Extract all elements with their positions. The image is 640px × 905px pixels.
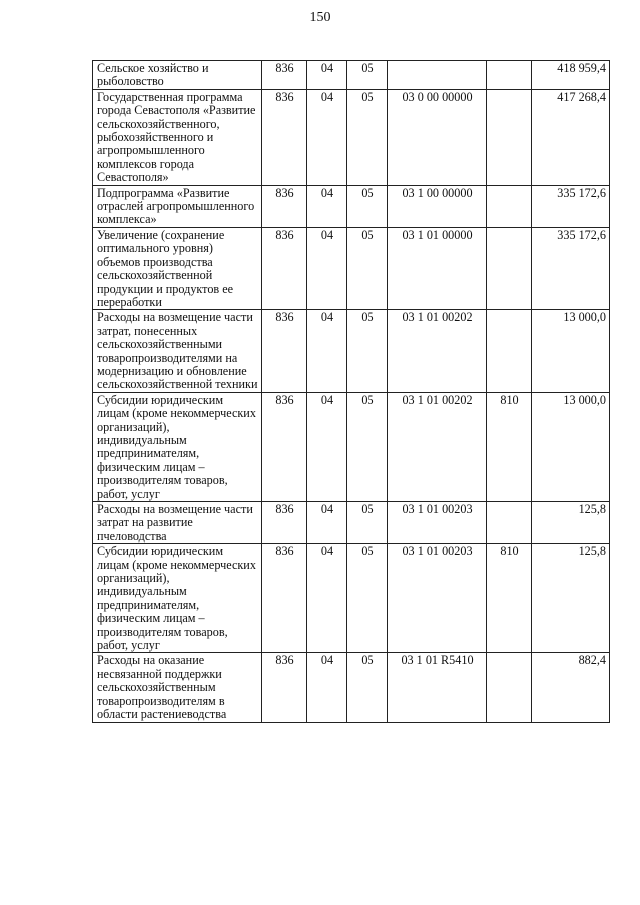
row-target-item: 03 1 00 00000: [388, 185, 487, 227]
row-subsection: 05: [347, 61, 388, 90]
row-amount: 335 172,6: [532, 185, 610, 227]
budget-table: [92, 60, 610, 723]
table-row: [93, 502, 610, 544]
row-name: Сельское хозяйство и рыболовство: [93, 61, 262, 90]
row-name: Расходы на возмещение части затрат на развитие пчеловодства: [93, 502, 262, 544]
row-expense-type: [487, 653, 532, 722]
row-subsection: 05: [347, 653, 388, 722]
row-name: Расходы на оказание несвязанной поддержки сельскохозяйственным товаропроизводителям в области растениеводства: [93, 653, 262, 722]
row-target-item: 03 0 00 00000: [388, 89, 487, 185]
row-subsection: 05: [347, 89, 388, 185]
page-number: 150: [309, 10, 331, 25]
row-expense-type: 810: [487, 392, 532, 501]
row-expense-type: [487, 89, 532, 185]
row-section: 04: [307, 544, 347, 653]
row-subsection: 05: [347, 185, 388, 227]
row-grbs: 836: [262, 89, 307, 185]
row-amount: 13 000,0: [532, 392, 610, 501]
row-name: Субсидии юридическим лицам (кроме некоммерческих организаций), индивидуальным предпринимателям, физическим лицам – производителям товаров, работ, услуг: [93, 544, 262, 653]
row-name: Государственная программа города Севастополя «Развитие сельскохозяйственного, рыбохозяйственного и агропромышленного комплексов города Севастополя»: [93, 89, 262, 185]
row-grbs: 836: [262, 653, 307, 722]
row-amount: 125,8: [532, 544, 610, 653]
row-amount: 418 959,4: [532, 61, 610, 90]
row-grbs: 836: [262, 185, 307, 227]
row-subsection: 05: [347, 227, 388, 309]
row-section: 04: [307, 502, 347, 544]
row-section: 04: [307, 61, 347, 90]
row-amount: 125,8: [532, 502, 610, 544]
row-name: Субсидии юридическим лицам (кроме некоммерческих организаций), индивидуальным предпринимателям, физическим лицам – производителям товаров, работ, услуг: [93, 392, 262, 501]
row-section: 04: [307, 392, 347, 501]
row-amount: 13 000,0: [532, 310, 610, 392]
table-row: [93, 227, 610, 309]
row-target-item: 03 1 01 R5410: [388, 653, 487, 722]
row-target-item: 03 1 01 00000: [388, 227, 487, 309]
row-target-item: 03 1 01 00202: [388, 392, 487, 501]
row-section: 04: [307, 185, 347, 227]
row-target-item: 03 1 01 00202: [388, 310, 487, 392]
row-name: Подпрограмма «Развитие отраслей агропромышленного комплекса»: [93, 185, 262, 227]
table-row: [93, 392, 610, 501]
row-subsection: 05: [347, 502, 388, 544]
row-target-item: 03 1 01 00203: [388, 502, 487, 544]
row-name: Расходы на возмещение части затрат, понесенных сельскохозяйственными товаропроизводителями на модернизацию и обновление сельскохозяйственной техники: [93, 310, 262, 392]
row-amount: 882,4: [532, 653, 610, 722]
row-target-item: [388, 61, 487, 90]
row-expense-type: [487, 227, 532, 309]
table-row: [93, 185, 610, 227]
row-section: 04: [307, 89, 347, 185]
row-grbs: 836: [262, 310, 307, 392]
row-section: 04: [307, 227, 347, 309]
row-target-item: 03 1 01 00203: [388, 544, 487, 653]
row-section: 04: [307, 310, 347, 392]
table-row: [93, 653, 610, 722]
row-grbs: 836: [262, 61, 307, 90]
row-expense-type: [487, 310, 532, 392]
row-expense-type: [487, 61, 532, 90]
table-row: [93, 310, 610, 392]
table-row: [93, 61, 610, 90]
row-subsection: 05: [347, 544, 388, 653]
row-name: Увеличение (сохранение оптимального уровня) объемов производства сельскохозяйственной продукции и продуктов ее переработки: [93, 227, 262, 309]
row-subsection: 05: [347, 310, 388, 392]
row-grbs: 836: [262, 227, 307, 309]
row-subsection: 05: [347, 392, 388, 501]
row-expense-type: [487, 185, 532, 227]
row-grbs: 836: [262, 502, 307, 544]
row-expense-type: 810: [487, 544, 532, 653]
row-amount: 417 268,4: [532, 89, 610, 185]
table-row: [93, 89, 610, 185]
row-grbs: 836: [262, 392, 307, 501]
table-row: [93, 544, 610, 653]
row-grbs: 836: [262, 544, 307, 653]
row-amount: 335 172,6: [532, 227, 610, 309]
row-expense-type: [487, 502, 532, 544]
row-section: 04: [307, 653, 347, 722]
